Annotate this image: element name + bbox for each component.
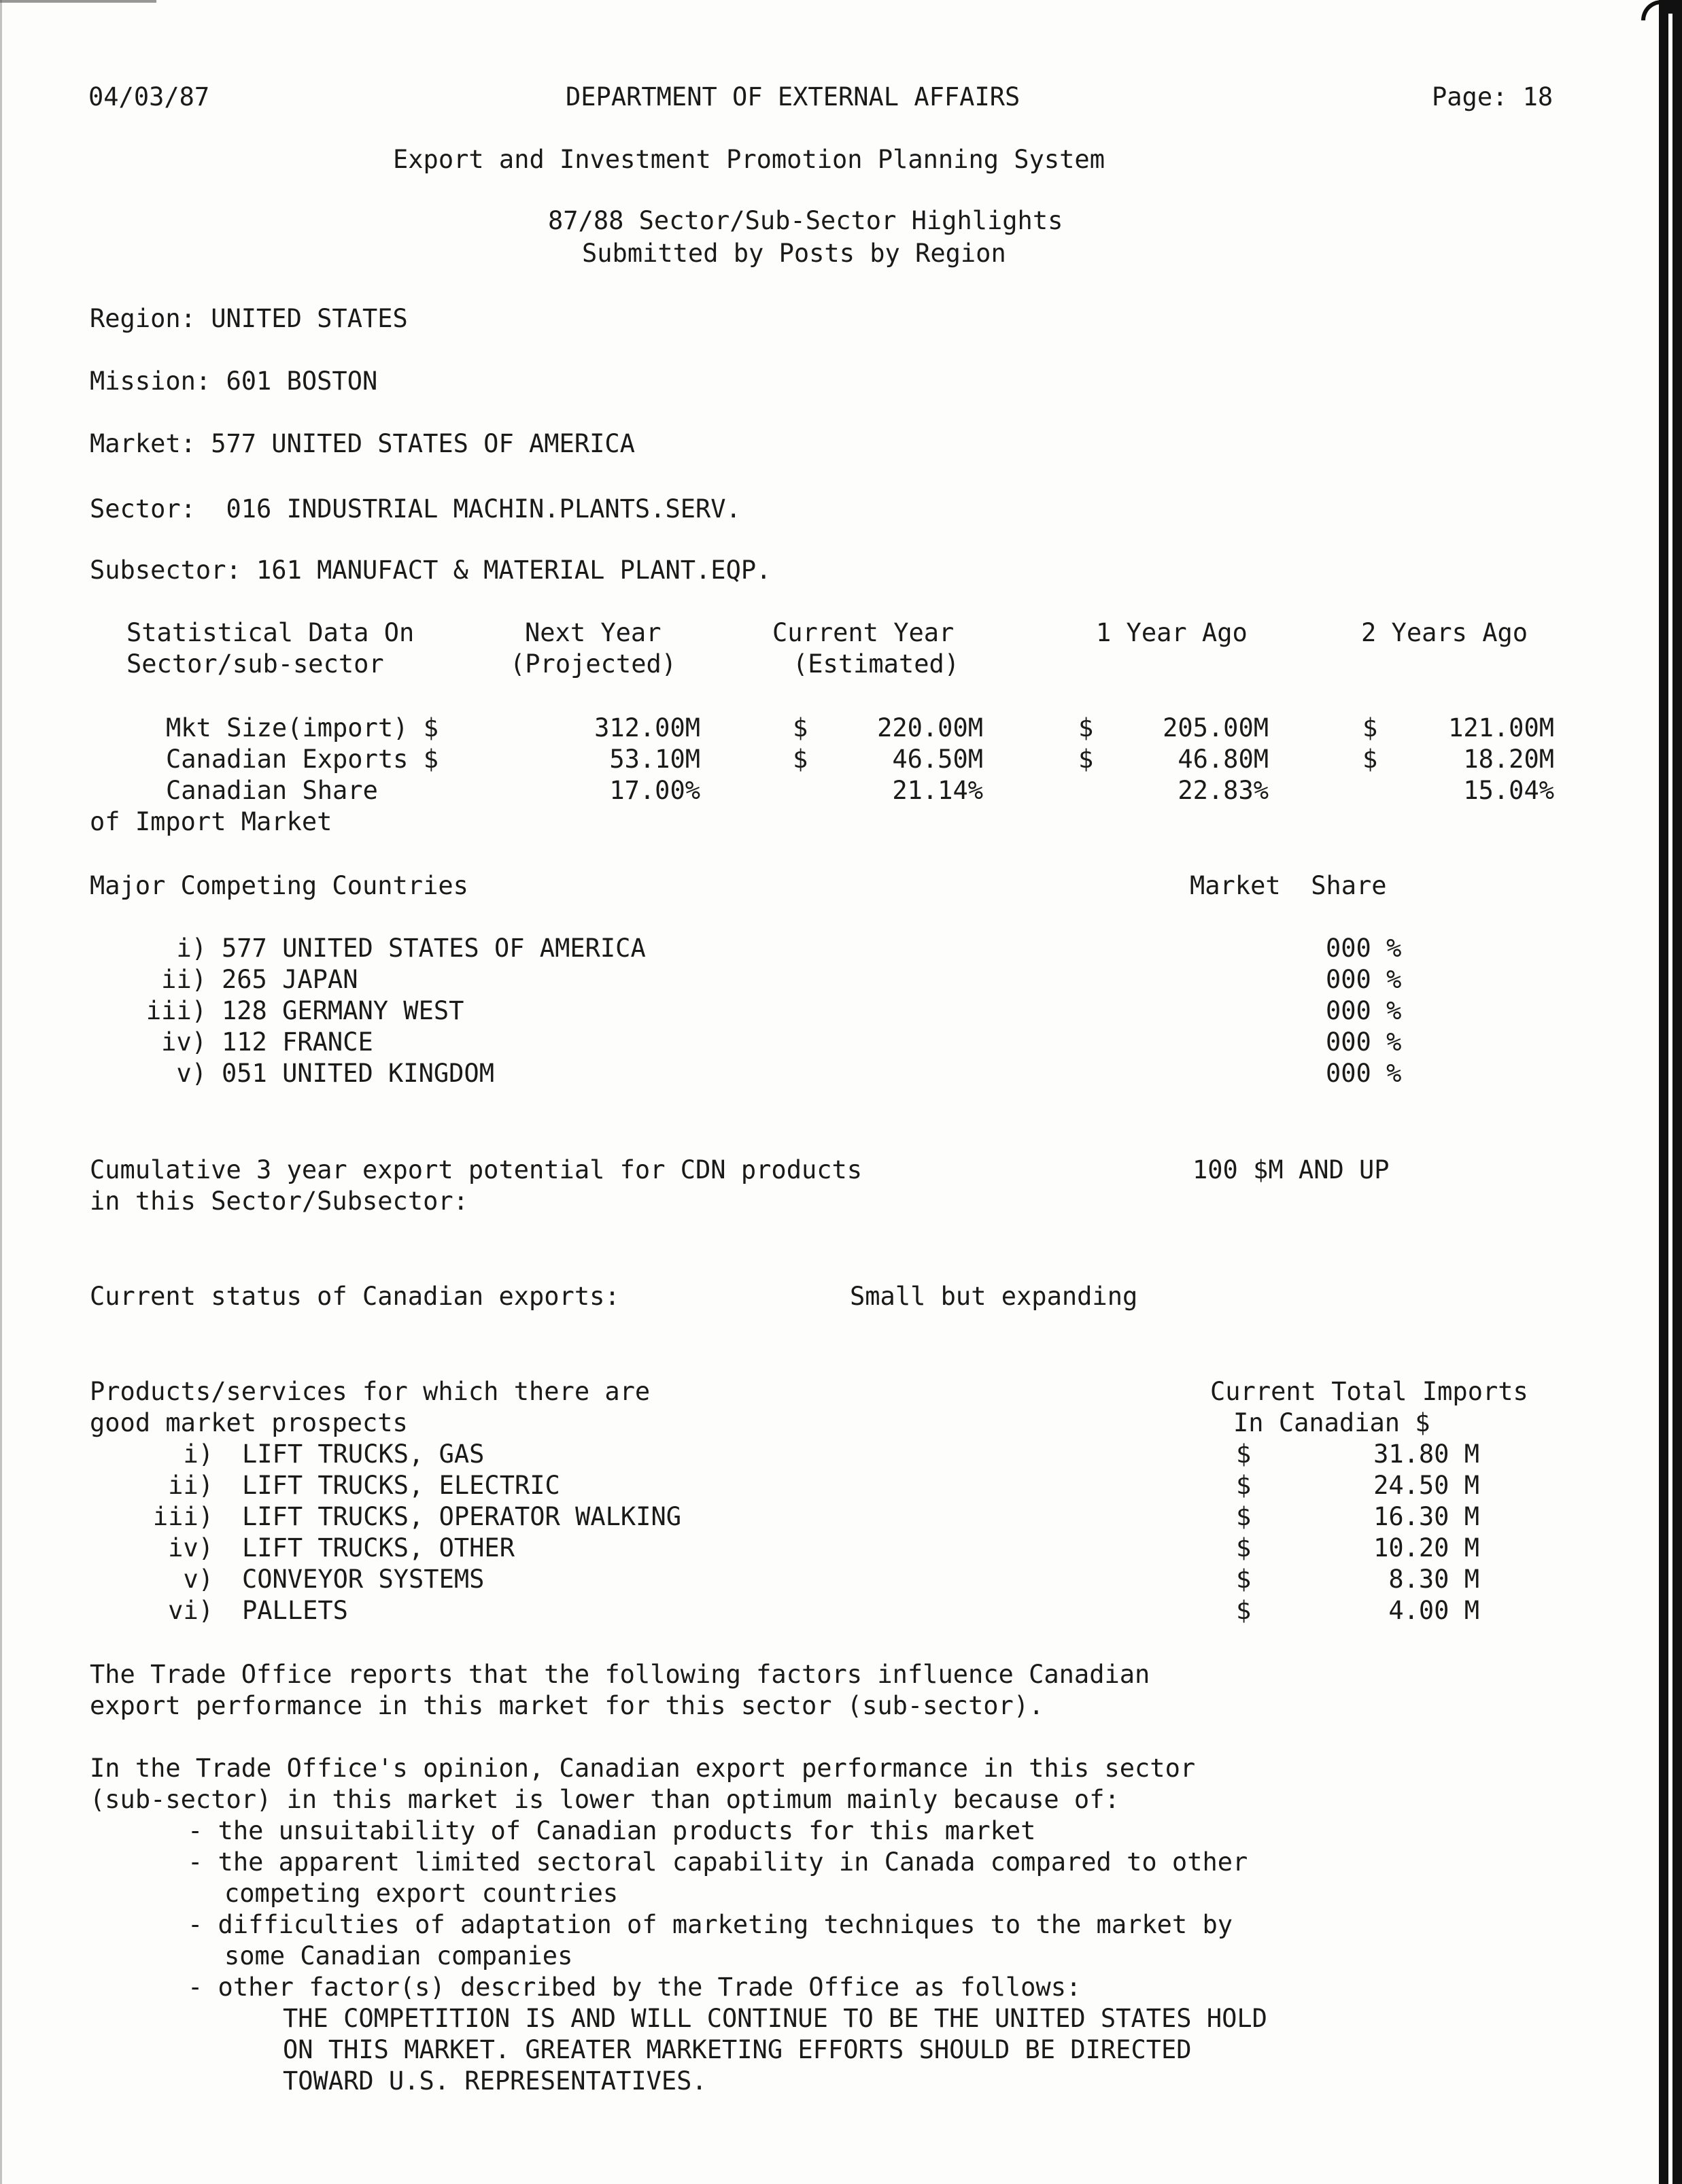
list-item-number: ii) <box>168 1471 213 1500</box>
list-item-number: i) <box>176 934 207 963</box>
stats-header-label: Statistical Data On <box>126 618 415 647</box>
list-item-number: ii) <box>161 965 207 994</box>
stats-cell: 21.14% <box>892 776 983 805</box>
currency-symbol: $ <box>793 713 808 743</box>
stats-row-label: Canadian Share <box>166 776 378 805</box>
competitor-name: 128 GERMANY WEST <box>222 996 464 1025</box>
list-item-number: i) <box>183 1439 213 1469</box>
export-potential-value: 100 $M AND UP <box>1192 1155 1390 1184</box>
list-item-number: iv) <box>168 1533 213 1563</box>
competitor-share: 000 % <box>1326 934 1402 963</box>
market-line: Market: 577 UNITED STATES OF AMERICA <box>90 429 635 458</box>
stats-cell: 205.00M <box>1163 713 1269 743</box>
product-name: LIFT TRUCKS, GAS <box>242 1439 485 1469</box>
opinion-text-2: (sub-sector) in this market is lower than optimum mainly because of: <box>90 1785 1120 1814</box>
product-import-value: 10.20 M <box>1373 1533 1479 1563</box>
product-name: PALLETS <box>242 1596 348 1625</box>
mission-line: Mission: 601 BOSTON <box>90 366 378 396</box>
export-status-label: Current status of Canadian exports: <box>90 1282 620 1311</box>
factor-bullet: - the apparent limited sectoral capability in Canada compared to other <box>188 1847 1248 1877</box>
products-title: Products/services for which there are <box>90 1377 651 1406</box>
stats-cell: 121.00M <box>1448 713 1554 743</box>
competitor-share: 000 % <box>1326 1027 1402 1057</box>
currency-symbol: $ <box>793 745 808 774</box>
product-name: LIFT TRUCKS, OPERATOR WALKING <box>242 1502 682 1531</box>
stats-row-label: Canadian Exports $ <box>166 745 439 774</box>
product-name: LIFT TRUCKS, ELECTRIC <box>242 1471 560 1500</box>
stats-cell: 312.00M <box>594 713 700 743</box>
product-name: LIFT TRUCKS, OTHER <box>242 1533 515 1563</box>
product-import-value: 8.30 M <box>1388 1565 1479 1594</box>
region-line: Region: UNITED STATES <box>90 304 408 333</box>
export-potential-label-2: in this Sector/Subsector: <box>90 1187 468 1216</box>
stats-header-estimated: (Estimated) <box>793 649 960 679</box>
stats-header-1-year-ago: 1 Year Ago <box>1096 618 1248 647</box>
currency-symbol: $ <box>1236 1533 1252 1563</box>
export-potential-label: Cumulative 3 year export potential for CDN products <box>90 1155 863 1184</box>
competitor-share: 000 % <box>1326 996 1402 1025</box>
stats-cell: 22.83% <box>1178 776 1269 805</box>
report-subtitle: Submitted by Posts by Region <box>582 239 1006 268</box>
sector-line: Sector: 016 INDUSTRIAL MACHIN.PLANTS.SERV. <box>90 494 741 524</box>
department-name: DEPARTMENT OF EXTERNAL AFFAIRS <box>566 82 1020 112</box>
product-import-value: 4.00 M <box>1388 1596 1479 1625</box>
competitor-name: 112 FRANCE <box>222 1027 373 1057</box>
list-item-number: v) <box>176 1059 207 1088</box>
currency-symbol: $ <box>1078 745 1094 774</box>
stats-cell: 46.50M <box>892 745 983 774</box>
currency-symbol: $ <box>1362 713 1378 743</box>
imports-header: Current Total Imports <box>1210 1377 1528 1406</box>
report-date: 04/03/87 <box>88 82 210 112</box>
list-item-number: iii) <box>152 1502 213 1531</box>
system-title: Export and Investment Promotion Planning System <box>393 145 1105 174</box>
scan-corner-curl <box>1641 0 1682 20</box>
list-item-number: iii) <box>145 996 207 1025</box>
currency-symbol: $ <box>1236 1502 1252 1531</box>
factor-bullet: - other factor(s) described by the Trade Office as follows: <box>188 1973 1082 2002</box>
competitor-share: 000 % <box>1326 1059 1402 1088</box>
stats-cell: 220.00M <box>877 713 983 743</box>
competitor-name: 577 UNITED STATES OF AMERICA <box>222 934 646 963</box>
list-item-number: v) <box>183 1565 213 1594</box>
stats-cell: 18.20M <box>1463 745 1554 774</box>
stats-cell: 17.00% <box>609 776 700 805</box>
currency-symbol: $ <box>1236 1471 1252 1500</box>
competitor-name: 265 JAPAN <box>222 965 358 994</box>
export-status-value: Small but expanding <box>850 1282 1138 1311</box>
opinion-text: In the Trade Office's opinion, Canadian export performance in this sector <box>90 1754 1196 1783</box>
stats-row-label-cont: of Import Market <box>90 807 332 836</box>
scan-top-mark <box>0 0 156 3</box>
factor-bullet-cont: competing export countries <box>224 1879 619 1908</box>
trade-office-note: THE COMPETITION IS AND WILL CONTINUE TO BE THE UNITED STATES HOLD <box>283 2004 1267 2033</box>
trade-office-note-2: ON THIS MARKET. GREATER MARKETING EFFORTS SHOULD BE DIRECTED <box>283 2035 1192 2064</box>
competitor-share: 000 % <box>1326 965 1402 994</box>
currency-symbol: $ <box>1236 1565 1252 1594</box>
market-share-header: Market Share <box>1190 871 1387 900</box>
product-import-value: 16.30 M <box>1373 1502 1479 1531</box>
list-item-number: vi) <box>168 1596 213 1625</box>
factor-bullet-cont: some Canadian companies <box>224 1941 573 1970</box>
scan-left-edge <box>0 0 2 2184</box>
imports-header-2: In Canadian $ <box>1233 1408 1430 1437</box>
factor-bullet: - the unsuitability of Canadian products for this market <box>188 1816 1036 1845</box>
stats-cell: 15.04% <box>1463 776 1554 805</box>
stats-header-next-year: Next Year <box>525 618 662 647</box>
trade-office-note-3: TOWARD U.S. REPRESENTATIVES. <box>283 2066 707 2096</box>
products-title-2: good market prospects <box>90 1408 408 1437</box>
list-item-number: iv) <box>161 1027 207 1057</box>
factors-intro-2: export performance in this market for this sector (sub-sector). <box>90 1691 1044 1720</box>
scan-right-edge <box>1659 0 1682 2184</box>
currency-symbol: $ <box>1236 1439 1252 1469</box>
stats-header-label-2: Sector/sub-sector <box>126 649 384 679</box>
factor-bullet: - difficulties of adaptation of marketing techniques to the market by <box>188 1910 1233 1939</box>
competitors-title: Major Competing Countries <box>90 871 468 900</box>
page-number: Page: 18 <box>1432 82 1554 112</box>
competitor-name: 051 UNITED KINGDOM <box>222 1059 494 1088</box>
stats-cell: 46.80M <box>1178 745 1269 774</box>
stats-cell: 53.10M <box>609 745 700 774</box>
product-import-value: 31.80 M <box>1373 1439 1479 1469</box>
stats-header-projected: (Projected) <box>510 649 677 679</box>
subsector-line: Subsector: 161 MANUFACT & MATERIAL PLANT.EQP. <box>90 556 772 585</box>
currency-symbol: $ <box>1078 713 1094 743</box>
stats-row-label: Mkt Size(import) $ <box>166 713 439 743</box>
stats-header-current-year: Current Year <box>772 618 955 647</box>
stats-header-2-years-ago: 2 Years Ago <box>1361 618 1528 647</box>
factors-intro: The Trade Office reports that the following factors influence Canadian <box>90 1660 1150 1689</box>
product-import-value: 24.50 M <box>1373 1471 1479 1500</box>
currency-symbol: $ <box>1362 745 1378 774</box>
currency-symbol: $ <box>1236 1596 1252 1625</box>
report-title: 87/88 Sector/Sub-Sector Highlights <box>548 206 1063 235</box>
product-name: CONVEYOR SYSTEMS <box>242 1565 485 1594</box>
